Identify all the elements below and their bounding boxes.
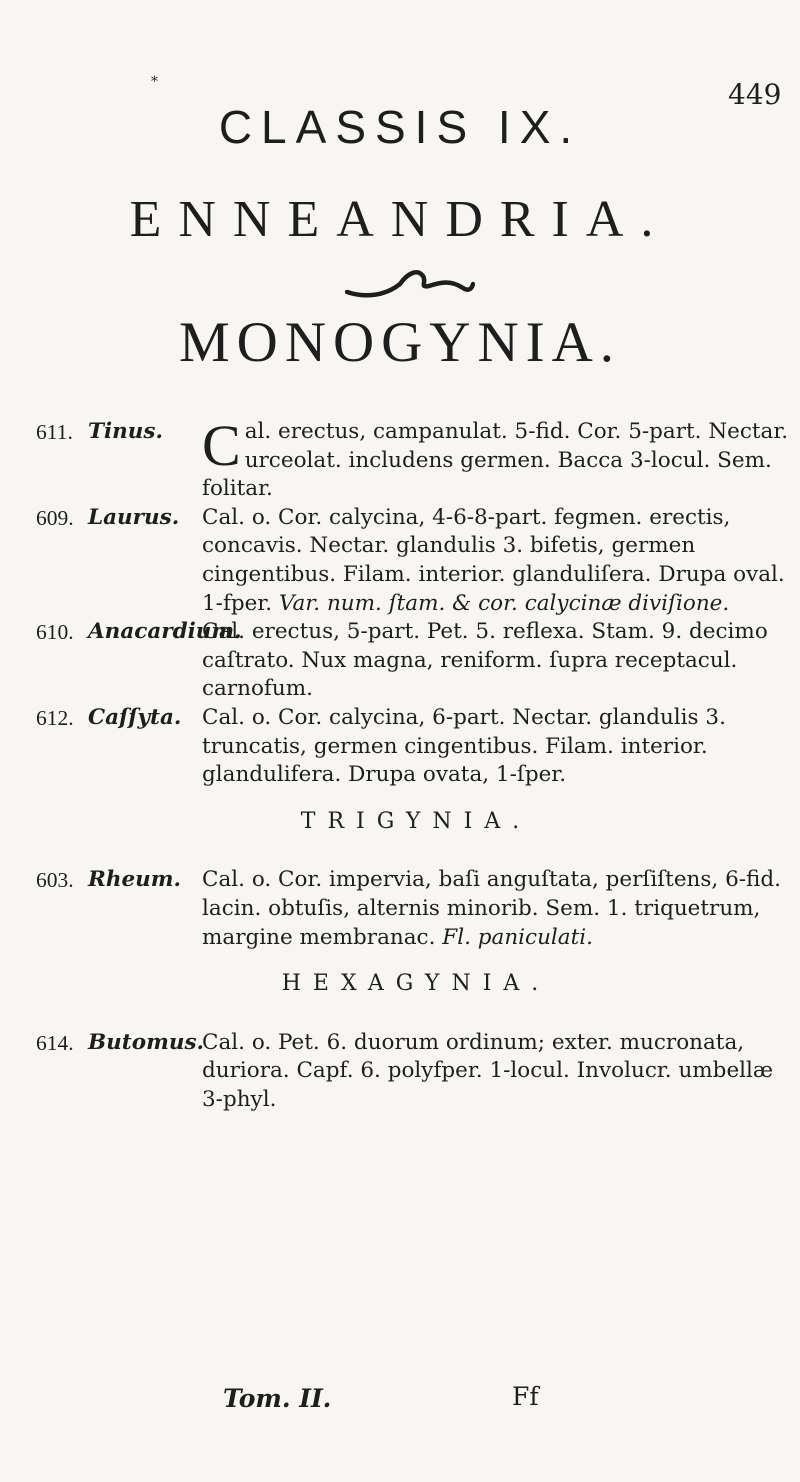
subclass-heading: MONOGYNIA. [178,311,622,374]
drop-cap: C [202,413,241,478]
entry-number: 612. [36,705,74,730]
genus-name: Rheum. [88,867,182,893]
genus-description: Cal. o. Cor. calycina, 4-6-8-part. fegmen. erectis, concavis. Nectar. glandulis 3. bifetis, germen cingentibus. Filam. interior. glanduliſera. Drupa oval. 1-fper. Var. num. ſtam. & cor. calycinæ diviſione. [202,504,785,616]
genus-name: Tinus. [88,419,164,444]
page-number: 449 [728,78,782,111]
genus-entry [36,504,796,618]
entry-number: 610. [36,620,74,645]
variety-note: Var. num. ſtam. & cor. calycinæ diviſione. [278,590,730,616]
genus-name: Butomus. [88,1029,205,1055]
entry-number: 603. [36,868,74,893]
volume-label: Tom. II. [223,1384,332,1413]
signature-mark: Ff [512,1382,539,1411]
genus-entry [36,866,796,952]
genus-name: Laurus. [88,504,180,530]
genus-name: Caſſyta. [88,704,182,730]
page-star: * [151,74,158,90]
genus-description: Cal. o. Pet. 6. duorum ordinum; exter. mucronata, duriora. Capf. 6. polyfper. 1-locul. Involucr. umbellæ 3-phyl. [202,1029,774,1112]
genus-entry [36,413,796,504]
section-heading-hexagynia: HEXAGYNIA. [281,971,551,997]
genus-entry [36,704,796,790]
genus-name: Anacardium. [88,619,242,645]
entry-number: 614. [36,1030,74,1055]
entry-number: 609. [36,505,74,530]
genus-entry [36,1029,796,1115]
genus-description: Cal. o. Cor. impervia, baſi anguſtata, perſiſtens, 6-fid. lacin. obtuſis, alternis minorib. Sem. 1. triquetrum, margine membranac. Fl. paniculati. [202,867,781,950]
entries-block [36,413,796,1114]
class-heading: CLASSIS IX. [218,101,582,153]
section-heading-trigynia: TRIGYNIA. [300,808,532,834]
genus-description: Cal. erectus, 5-part. Pet. 5. reflexa. Stam. 9. decimo caſtrato. Nux magna, reniform. ſupra receptacul. carnofum. [202,619,768,702]
entry-number: 611. [36,420,73,444]
flower-note: Fl. paniculati. [442,924,593,950]
genus-description: Cal. erectus, campanulat. 5-fid. Cor. 5-part. Nectar. urceolat. includens germen. Bacca 3-locul. Sem. folitar. [202,413,789,502]
genus-description: Cal. o. Cor. calycina, 6-part. Nectar. glandulis 3. truncatis, germen cingentibus. Filam. interior. glandulifera. Drupa ovata, 1-ſper. [202,704,726,788]
order-heading: ENNEANDRIA. [129,191,671,248]
genus-entry [36,618,796,704]
ornament-flourish [345,262,475,302]
